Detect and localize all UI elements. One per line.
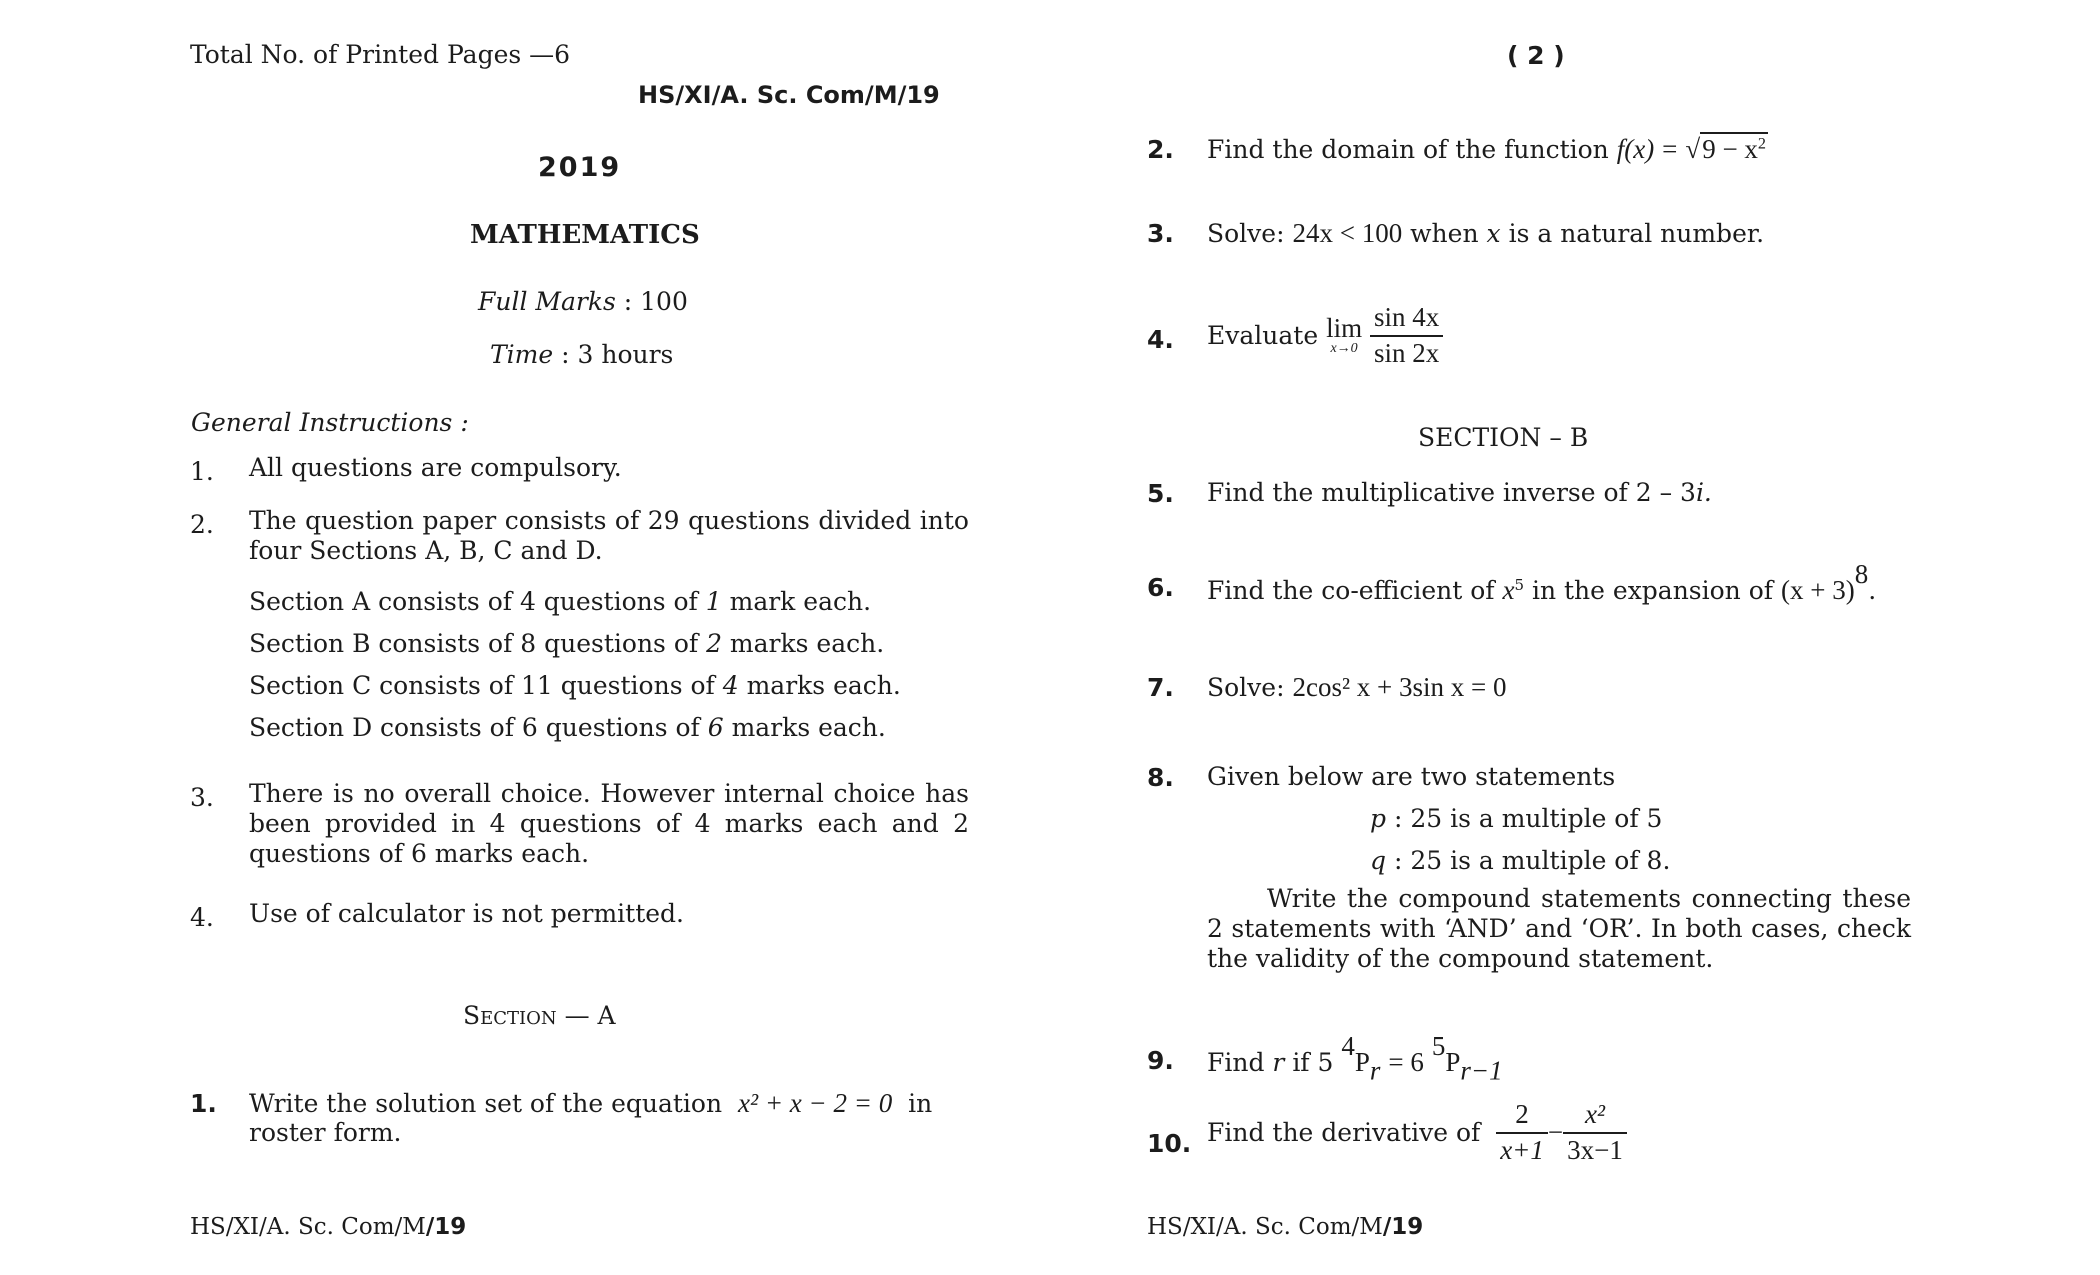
statement-p: p : 25 is a multiple of 5 bbox=[1370, 804, 1663, 833]
instruction-number: 4. bbox=[190, 903, 214, 932]
footer-year: /19 bbox=[1382, 1214, 1424, 1240]
footer-year: /19 bbox=[425, 1214, 467, 1240]
question-3: Solve: 24x < 100 when x is a natural number. bbox=[1207, 218, 1765, 248]
equation: x² + x − 2 = 0 bbox=[737, 1088, 893, 1118]
subject-title: MATHEMATICS bbox=[470, 220, 700, 250]
question-7: Solve: 2cos² x + 3sin x = 0 bbox=[1207, 672, 1507, 702]
question-number: 10. bbox=[1147, 1129, 1192, 1158]
trig-equation: 2cos² x + 3sin x = 0 bbox=[1292, 672, 1507, 702]
question-2: Find the domain of the function $f(x) = √9 - x^2$ bbox=[1207, 134, 1767, 164]
question-number: 6. bbox=[1147, 573, 1174, 602]
exam-year: 2019 bbox=[538, 152, 622, 183]
question-number: 2. bbox=[1147, 135, 1174, 164]
time-allowed bbox=[490, 342, 673, 367]
right-page bbox=[1050, 0, 2100, 1275]
question-number: 9. bbox=[1147, 1046, 1174, 1075]
question-6: Find the co-efficient of $x^5$ in the expansion of $(x + 3)^8$. bbox=[1207, 559, 1877, 606]
question-number: 7. bbox=[1147, 673, 1174, 702]
question-number: 4. bbox=[1147, 325, 1174, 354]
question-1: Write the solution set of the equation x² + x − 2 = 0 in bbox=[249, 1088, 933, 1118]
question-number: 5. bbox=[1147, 479, 1174, 508]
square-root: $√9 - x^2$ bbox=[1685, 134, 1767, 164]
instruction-number: 3. bbox=[190, 783, 214, 812]
footer-code: HS/XI/A. Sc. Com/M bbox=[190, 1214, 426, 1240]
question-1-line2: roster form. bbox=[249, 1118, 402, 1147]
section-b-heading: SECTION – B bbox=[1418, 423, 1589, 452]
question-8-body: Write the compound statements connecting these 2 statements with ‘AND’ and ‘OR’. In both cases, check the validity of the compound statement. bbox=[1207, 884, 1911, 973]
section-b-marks: Section B consists of 8 questions of 2 marks each. bbox=[249, 629, 885, 658]
inequality: 24x < 100 bbox=[1292, 218, 1403, 248]
instruction-number: 2. bbox=[190, 510, 214, 539]
section-a-marks: Section A consists of 4 questions of 1 mark each. bbox=[249, 587, 872, 616]
instruction-text: There is no overall choice. However internal choice has been provided in 4 questions of 4 marks each and 2 questions of 6 marks each. bbox=[249, 779, 969, 868]
paper-code: HS/XI/A. Sc. Com/M/19 bbox=[638, 81, 940, 109]
statement-q: q : 25 is a multiple of 8. bbox=[1370, 846, 1671, 875]
full-marks-label: Full Marks bbox=[478, 287, 616, 316]
instruction-text: All questions are compulsory. bbox=[249, 453, 622, 482]
fraction: $\frac{2}{x+1}$ bbox=[1496, 1100, 1548, 1165]
time-value: : 3 hours bbox=[561, 340, 674, 369]
time-label: Time bbox=[490, 340, 554, 369]
instruction-text: The question paper consists of 29 questions divided into four Sections A, B, C and D. bbox=[249, 506, 969, 565]
function-name: f(x) bbox=[1616, 134, 1655, 164]
section-d-marks: Section D consists of 6 questions of 6 marks each. bbox=[249, 713, 886, 742]
question-9: Find r if 5 $^4P_r = 6$ $^5P_{r-1}$ bbox=[1207, 1031, 1503, 1086]
section-c-marks: Section C consists of 11 questions of 4 marks each. bbox=[249, 671, 901, 700]
question-number: 1. bbox=[190, 1089, 217, 1118]
full-marks bbox=[478, 289, 688, 314]
section-a-heading: Section — A bbox=[463, 1001, 616, 1030]
footer bbox=[190, 1216, 466, 1239]
question-number: 3. bbox=[1147, 219, 1174, 248]
full-marks-value: : 100 bbox=[623, 287, 688, 316]
page-number: ( 2 ) bbox=[1507, 41, 1565, 70]
instructions-heading: General Instructions : bbox=[191, 408, 469, 437]
fraction: $\frac{\text{x²}}{3x-1}$ bbox=[1563, 1100, 1627, 1165]
limit: lim x→0 bbox=[1326, 313, 1363, 357]
footer bbox=[1147, 1216, 1423, 1239]
instruction-number: 1. bbox=[190, 457, 214, 486]
printed-pages-note: Total No. of Printed Pages —6 bbox=[190, 40, 571, 69]
binomial: (x + 3) bbox=[1781, 575, 1855, 606]
question-10: Find the derivative of $\frac{2}{x+1}$ − $\frac{\text{x²}}{3x-1}$ bbox=[1207, 1100, 1627, 1165]
instruction-text: Use of calculator is not permitted. bbox=[249, 899, 684, 928]
question-8-intro: Given below are two statements bbox=[1207, 762, 1616, 791]
fraction: $\frac{\sin 4x}{\sin 2x}$ bbox=[1370, 303, 1443, 368]
question-4: Evaluate lim x→0 $\frac{\sin 4x}{\sin 2x}$ bbox=[1207, 303, 1443, 368]
question-5: Find the multiplicative inverse of 2 – 3i. bbox=[1207, 478, 1712, 507]
footer-code: HS/XI/A. Sc. Com/M bbox=[1147, 1214, 1383, 1240]
question-number: 8. bbox=[1147, 763, 1174, 792]
